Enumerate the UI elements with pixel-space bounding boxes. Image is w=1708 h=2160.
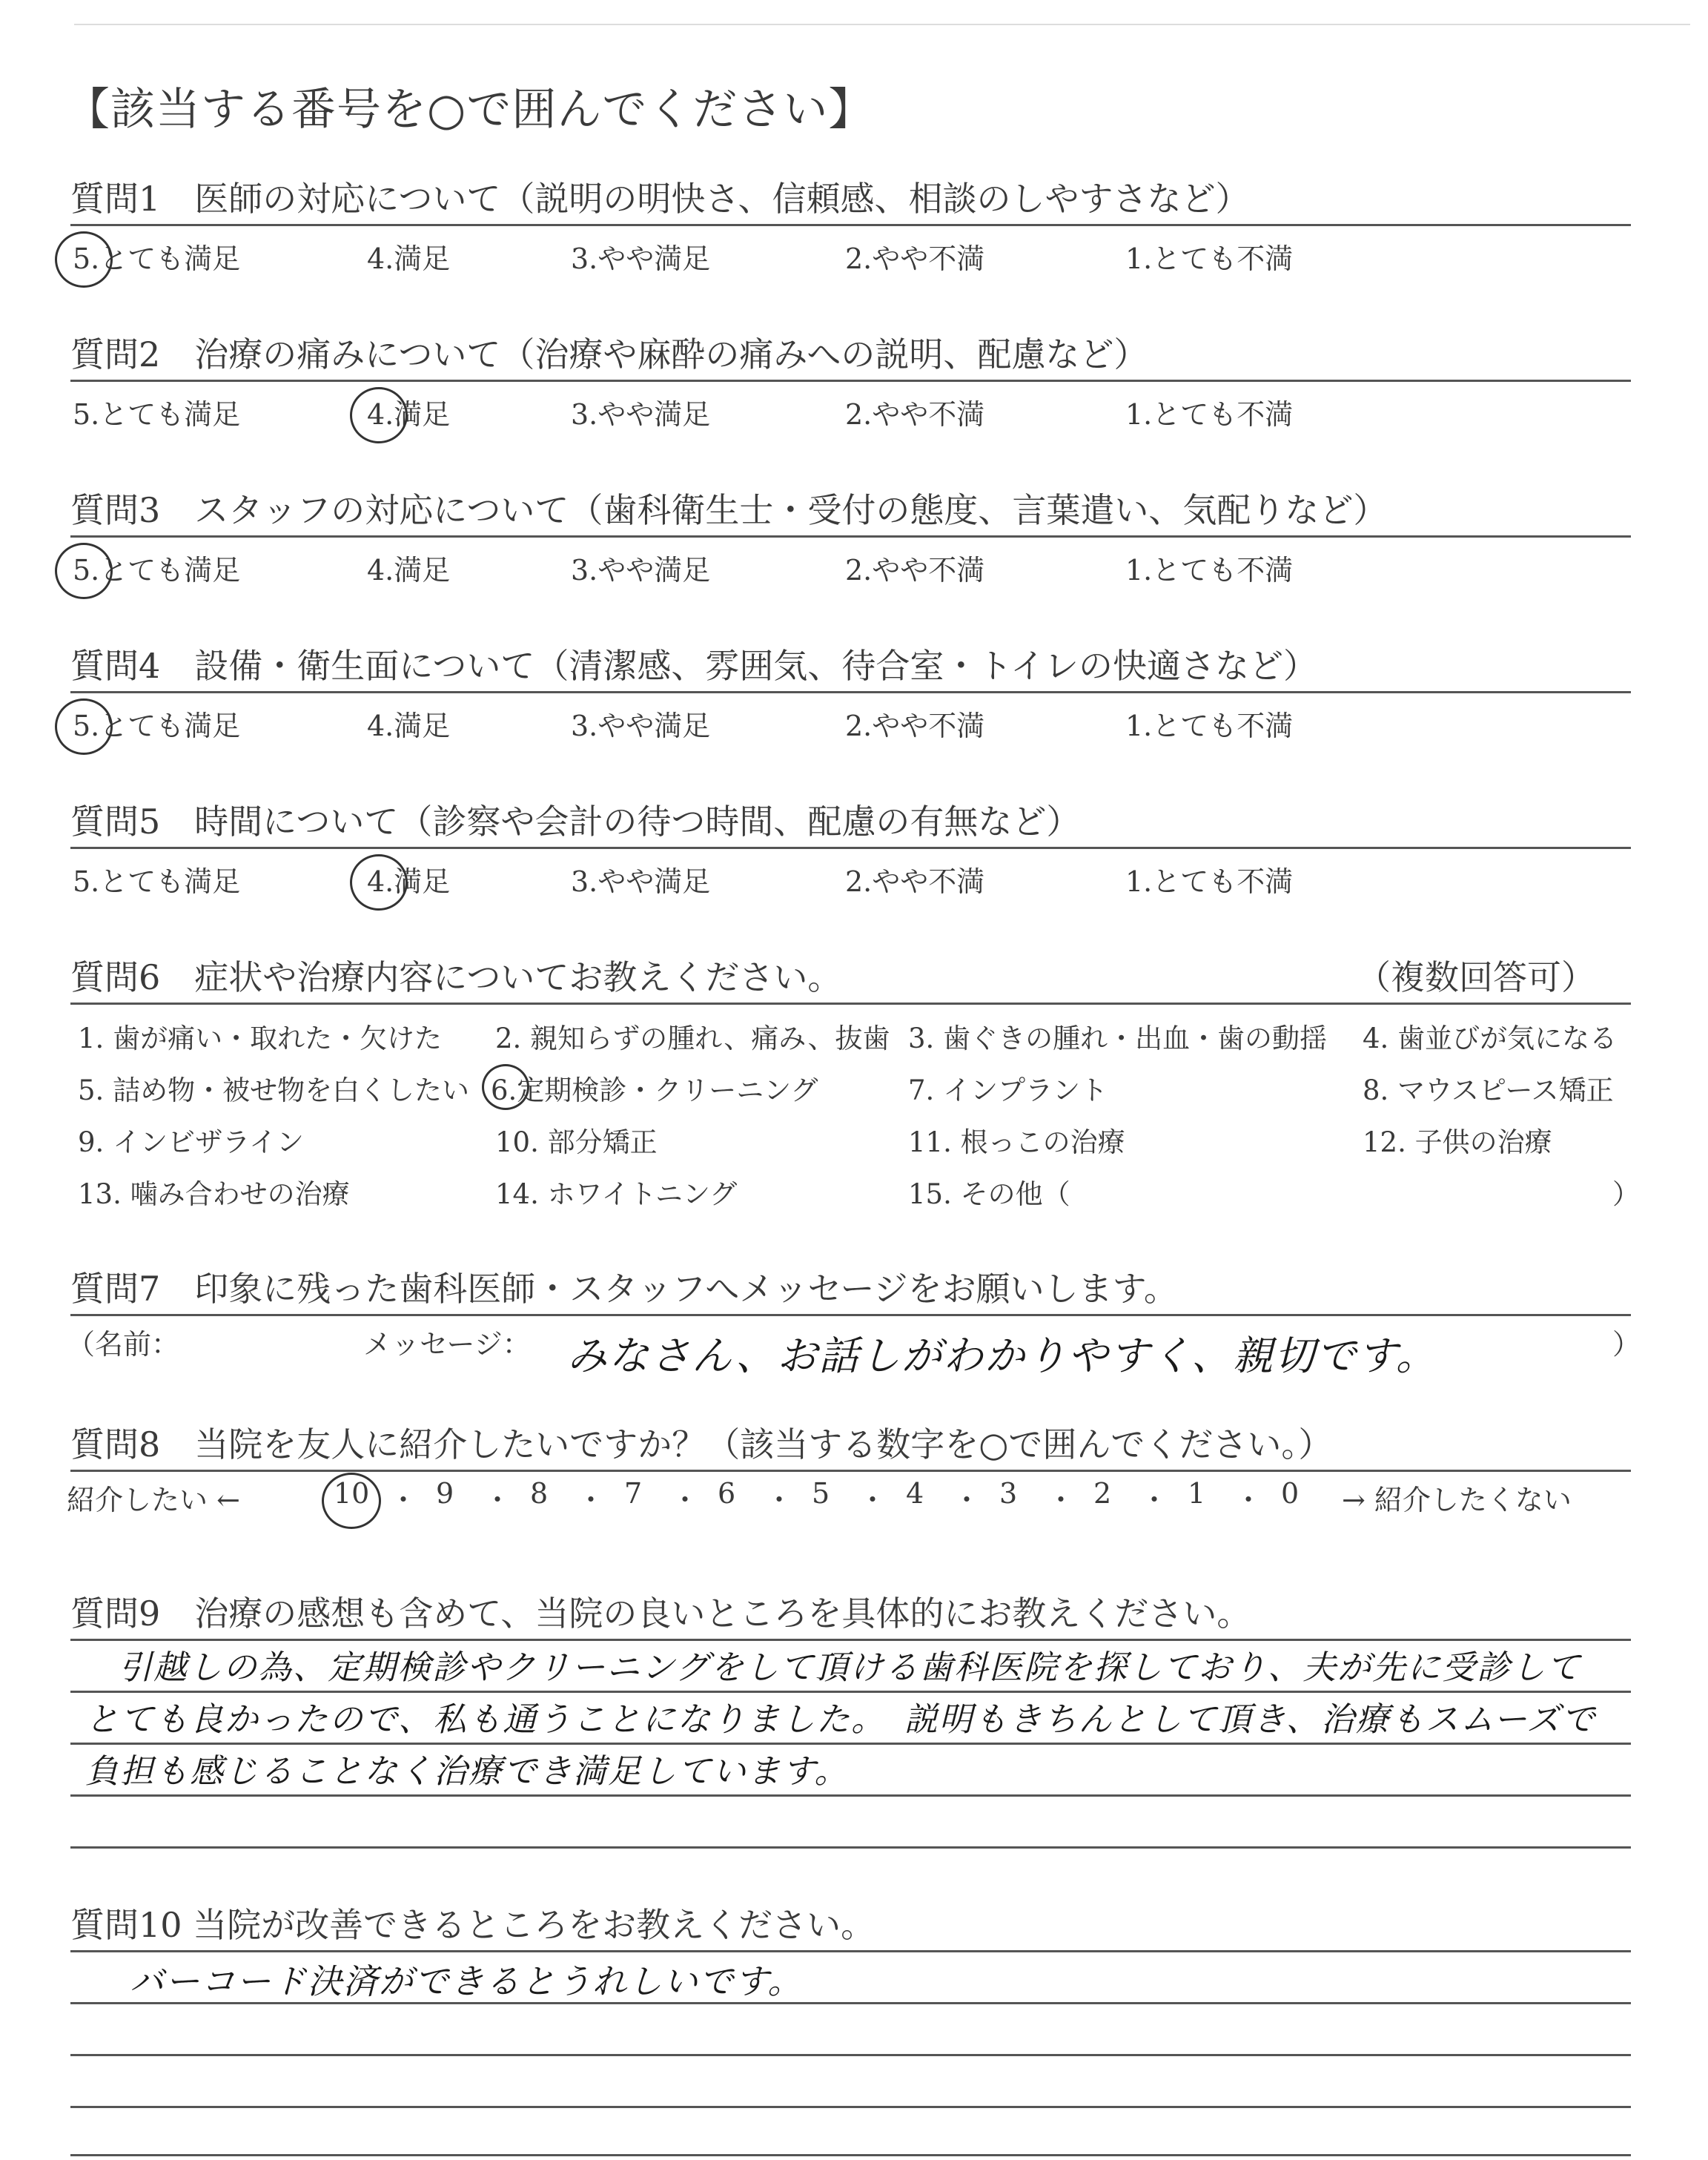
recommend-left-label: 紹介したい ← <box>67 1484 240 1516</box>
selection-circle <box>322 1473 381 1529</box>
rating-option-4[interactable]: 4.満足 <box>367 242 451 275</box>
question-title: 質問2 治療の痛みについて（治療や麻酔の痛みへの説明、配慮など） <box>70 334 1148 374</box>
scale-3[interactable]: 3 <box>999 1477 1018 1510</box>
rating-option-2[interactable]: 2.やや不満 <box>845 710 985 742</box>
scale-4[interactable]: 4 <box>906 1477 924 1510</box>
close-paren: ） <box>1612 1328 1641 1361</box>
selection-circle <box>55 543 113 599</box>
selection-circle <box>55 698 113 755</box>
scale-separator: ・ <box>765 1484 794 1516</box>
top-rule <box>74 24 1690 25</box>
rating-option-4[interactable]: 4.満足 <box>367 710 451 742</box>
symptom-option[interactable]: 7. インプラント <box>908 1074 1108 1106</box>
scale-0[interactable]: 0 <box>1281 1477 1300 1510</box>
message-handwritten[interactable]: みなさん、お話しがわかりやすく、親切です。 <box>567 1332 1437 1379</box>
scale-10[interactable]: 10 <box>334 1477 370 1510</box>
scale-8[interactable]: 8 <box>530 1477 549 1510</box>
rating-option-2[interactable]: 2.やや不満 <box>845 554 985 587</box>
question-title: 質問9 治療の感想も含めて、当院の良いところを具体的にお教えください。 <box>70 1593 1251 1634</box>
question-title: 質問7 印象に残った歯科医師・スタッフへメッセージをお願いします。 <box>70 1269 1178 1309</box>
rating-option-1[interactable]: 1.とても不満 <box>1125 242 1294 275</box>
symptom-option[interactable]: 13. 噛み合わせの治療 <box>78 1178 350 1210</box>
question-title: 質問1 医師の対応について（説明の明快さ、信頼感、相談のしやすさなど） <box>70 179 1250 219</box>
answer-rule <box>70 1950 1631 1952</box>
question-rule <box>70 847 1631 849</box>
question-title: 質問8 当院を友人に紹介したいですか？（該当する数字を○で囲んでください。） <box>70 1424 1333 1464</box>
scale-7[interactable]: 7 <box>624 1477 643 1510</box>
symptom-option[interactable]: 10. 部分矯正 <box>495 1126 658 1158</box>
answer-rule <box>70 2154 1631 2156</box>
scale-9[interactable]: 9 <box>436 1477 454 1510</box>
scale-separator: ・ <box>1047 1484 1076 1516</box>
answer-line-handwritten[interactable]: バーコード決済ができるとうれしいです。 <box>130 1961 804 2001</box>
rating-option-1[interactable]: 1.とても不満 <box>1125 398 1294 431</box>
answer-line-handwritten[interactable]: 負担も感じることなく治療でき満足しています。 <box>85 1751 850 1791</box>
scale-separator: ・ <box>1234 1484 1263 1516</box>
answer-rule <box>70 1846 1631 1849</box>
symptom-option[interactable]: 8. マウスピース矯正 <box>1363 1074 1614 1106</box>
scale-separator: ・ <box>953 1484 982 1516</box>
page-heading: 【該当する番号を○で囲んでください】 <box>65 84 874 136</box>
multiple-answer-note: （複数回答可） <box>1357 957 1595 997</box>
close-paren: ） <box>1612 1178 1640 1210</box>
question-rule <box>70 380 1631 382</box>
rating-option-1[interactable]: 1.とても不満 <box>1125 865 1294 898</box>
symptom-option[interactable]: 1. 歯が痛い・取れた・欠けた <box>78 1023 443 1054</box>
rating-option-4[interactable]: 4.満足 <box>367 398 451 431</box>
question-title: 質問6 症状や治療内容についてお教えください。 <box>70 957 842 997</box>
answer-rule <box>70 2054 1631 2056</box>
scale-separator: ・ <box>389 1484 418 1516</box>
rating-option-4[interactable]: 4.満足 <box>367 554 451 587</box>
rating-option-4[interactable]: 4.満足 <box>367 865 451 898</box>
rating-option-3[interactable]: 3.やや満足 <box>571 554 711 587</box>
symptom-option[interactable]: 2. 親知らずの腫れ、痛み、抜歯 <box>495 1023 890 1054</box>
rating-option-5[interactable]: 5.とても満足 <box>73 242 241 275</box>
question-rule <box>70 1470 1631 1472</box>
answer-rule <box>70 1794 1631 1797</box>
rating-option-5[interactable]: 5.とても満足 <box>73 865 241 898</box>
scale-separator: ・ <box>1140 1484 1169 1516</box>
question-rule <box>70 691 1631 693</box>
question-rule <box>70 1003 1631 1005</box>
recommend-right-label: → 紹介したくない <box>1342 1484 1572 1516</box>
symptom-option[interactable]: 11. 根っこの治療 <box>908 1126 1125 1158</box>
question-rule <box>70 535 1631 538</box>
scale-separator: ・ <box>858 1484 887 1516</box>
answer-line-handwritten[interactable]: とても良かったので、私も通うことになりました。 説明もきちんとして頂き、治療もスムーズで <box>85 1700 1597 1739</box>
selection-circle <box>350 854 408 911</box>
symptom-option[interactable]: 9. インビザライン <box>78 1126 304 1158</box>
rating-option-5[interactable]: 5.とても満足 <box>73 710 241 742</box>
answer-line-handwritten[interactable]: 引越しの為、定期検診やクリーニングをして頂ける歯科医院を探しており、夫が先に受診して <box>119 1648 1582 1687</box>
symptom-option-selected[interactable]: 6.定期検診・クリーニング <box>491 1074 818 1106</box>
rating-option-5[interactable]: 5.とても満足 <box>73 554 241 587</box>
message-label: メッセージ： <box>363 1328 531 1361</box>
rating-option-2[interactable]: 2.やや不満 <box>845 242 985 275</box>
selection-circle <box>350 387 408 443</box>
selection-circle <box>482 1064 529 1110</box>
symptom-option-other[interactable]: 15. その他（ <box>908 1178 1070 1210</box>
rating-option-5[interactable]: 5.とても満足 <box>73 398 241 431</box>
question-rule <box>70 224 1631 226</box>
question-title: 質問4 設備・衛生面について（清潔感、雰囲気、待合室・トイレの快適さなど） <box>70 646 1318 686</box>
symptom-option[interactable]: 14. ホワイトニング <box>495 1178 738 1210</box>
name-label: （名前： <box>67 1328 180 1361</box>
scale-2[interactable]: 2 <box>1093 1477 1112 1510</box>
symptom-option[interactable]: 4. 歯並びが気になる <box>1363 1023 1618 1054</box>
symptom-option[interactable]: 12. 子供の治療 <box>1363 1126 1552 1158</box>
rating-option-3[interactable]: 3.やや満足 <box>571 398 711 431</box>
rating-option-2[interactable]: 2.やや不満 <box>845 865 985 898</box>
question-title: 質問10 当院が改善できるところをお教えください。 <box>70 1905 875 1945</box>
scale-1[interactable]: 1 <box>1188 1477 1206 1510</box>
question-title: 質問3 スタッフの対応について（歯科衛生士・受付の態度、言葉遣い、気配りなど） <box>70 490 1388 530</box>
rating-option-3[interactable]: 3.やや満足 <box>571 710 711 742</box>
scale-separator: ・ <box>671 1484 700 1516</box>
rating-option-3[interactable]: 3.やや満足 <box>571 242 711 275</box>
rating-option-3[interactable]: 3.やや満足 <box>571 865 711 898</box>
scale-5[interactable]: 5 <box>812 1477 830 1510</box>
question-title: 質問5 時間について（診察や会計の待つ時間、配慮の有無など） <box>70 802 1081 842</box>
selection-circle <box>55 231 113 288</box>
rating-option-2[interactable]: 2.やや不満 <box>845 398 985 431</box>
answer-rule <box>70 2106 1631 2108</box>
scale-6[interactable]: 6 <box>718 1477 736 1510</box>
scale-separator: ・ <box>577 1484 606 1516</box>
question-rule <box>70 1314 1631 1316</box>
scale-separator: ・ <box>483 1484 512 1516</box>
rating-option-1[interactable]: 1.とても不満 <box>1125 710 1294 742</box>
rating-option-1[interactable]: 1.とても不満 <box>1125 554 1294 587</box>
symptom-option[interactable]: 5. 詰め物・被せ物を白くしたい <box>78 1074 470 1106</box>
symptom-option[interactable]: 3. 歯ぐきの腫れ・出血・歯の動揺 <box>908 1023 1328 1054</box>
